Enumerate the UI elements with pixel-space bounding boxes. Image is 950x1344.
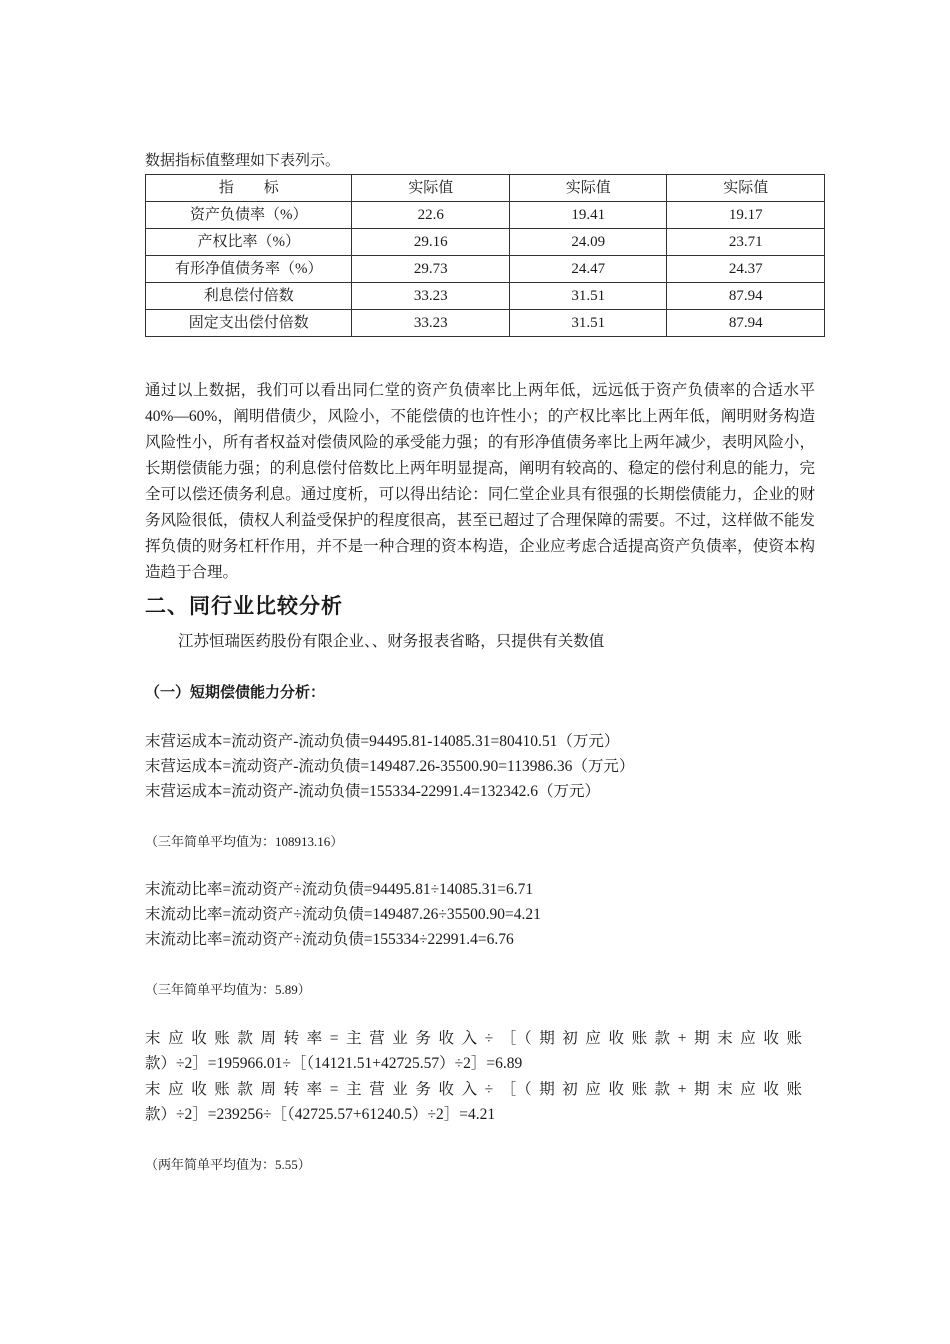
ar-turnover-line: 末应收账款周转率=主营业务收入÷［（期初应收账款+期末应收账 bbox=[145, 1081, 807, 1098]
ar-turnover-average: （两年简单平均值为：5.55） bbox=[145, 1157, 311, 1172]
current-ratio-line: 末流动比率=流动资产÷流动负债=94495.81÷14085.31=6.71 bbox=[145, 881, 534, 898]
row-value: 23.71 bbox=[667, 229, 825, 256]
row-value: 29.73 bbox=[352, 256, 510, 283]
subsection-heading: （一）短期偿债能力分析： bbox=[145, 683, 326, 701]
working-capital-line: 末营运成本=流动资产-流动负债=94495.81-14085.31=80410.51（万元） bbox=[145, 733, 620, 750]
row-value: 33.23 bbox=[352, 310, 510, 337]
current-ratio-average: （三年简单平均值为：5.89） bbox=[145, 982, 311, 997]
row-value: 24.09 bbox=[509, 229, 667, 256]
metrics-table bbox=[145, 174, 825, 337]
row-value: 87.94 bbox=[667, 310, 825, 337]
header-indicator: 指 标 bbox=[146, 175, 352, 202]
header-actual-1: 实际值 bbox=[352, 175, 510, 202]
row-label: 有形净值债务率（%） bbox=[146, 256, 352, 283]
row-label: 资产负债率（%） bbox=[146, 202, 352, 229]
row-value: 22.6 bbox=[352, 202, 510, 229]
table-intro: 数据指标值整理如下表列示。 bbox=[145, 153, 341, 169]
row-value: 29.16 bbox=[352, 229, 510, 256]
ar-turnover-line: 末应收账款周转率=主营业务收入÷［（期初应收账款+期末应收账 bbox=[145, 1030, 807, 1047]
header-actual-3: 实际值 bbox=[667, 175, 825, 202]
row-label: 固定支出偿付倍数 bbox=[146, 310, 352, 337]
table-row bbox=[146, 283, 825, 310]
table-row bbox=[146, 256, 825, 283]
row-value: 31.51 bbox=[509, 283, 667, 310]
working-capital-line: 末营运成本=流动资产-流动负债=155334-22991.4=132342.6（万元） bbox=[145, 783, 601, 800]
row-value: 19.41 bbox=[509, 202, 667, 229]
row-value: 24.37 bbox=[667, 256, 825, 283]
section-intro: 江苏恒瑞医药股份有限企业、、财务报表省略，只提供有关数值 bbox=[178, 633, 605, 650]
working-capital-line: 末营运成本=流动资产-流动负债=149487.26-35500.90=113986.36（万元） bbox=[145, 758, 635, 775]
working-capital-average: （三年简单平均值为：108913.16） bbox=[145, 834, 344, 849]
analysis-paragraph: 通过以上数据，我们可以看出同仁堂的资产负债率比上两年低，远远低于资产负债率的合适水平40%—60%，阐明借债少，风险小，不能偿债的也许性小；的产权比率比上两年低，阐明财务构造风险性小，所有者权益对偿债风险的承受能力强；的有形净值债务率比上两年减少，表明风险小，长期偿债能力强；的利息偿付倍数比上两年明显提高，阐明有较高的、稳定的偿付利息的能力，完全可以偿还债务利息。通过度析，可以得出结论：同仁堂企业具有很强的长期偿债能力，企业的财务风险很低，债权人利益受保护的程度很高，甚至已超过了合理保障的需要。不过，这样做不能发挥负债的财务杠杆作用，并不是一种合理的资本构造，企业应考虑合适提高资产负债率，使资本构造趋于合理。 bbox=[145, 382, 815, 581]
row-label: 利息偿付倍数 bbox=[146, 283, 352, 310]
row-value: 19.17 bbox=[667, 202, 825, 229]
header-actual-2: 实际值 bbox=[509, 175, 667, 202]
row-value: 33.23 bbox=[352, 283, 510, 310]
section-heading: 二、同行业比较分析 bbox=[145, 594, 343, 618]
table-row bbox=[146, 310, 825, 337]
ar-turnover-line: 款）÷2］=195966.01÷［（14121.51+42725.57）÷2］=6.89 bbox=[145, 1055, 523, 1072]
current-ratio-line: 末流动比率=流动资产÷流动负债=155334÷22991.4=6.76 bbox=[145, 931, 514, 948]
row-value: 87.94 bbox=[667, 283, 825, 310]
row-value: 24.47 bbox=[509, 256, 667, 283]
table-row bbox=[146, 202, 825, 229]
ar-turnover-line: 款）÷2］=239256÷［（42725.57+61240.5）÷2］=4.21 bbox=[145, 1106, 496, 1123]
table-header-row bbox=[146, 175, 825, 202]
current-ratio-line: 末流动比率=流动资产÷流动负债=149487.26÷35500.90=4.21 bbox=[145, 906, 541, 923]
row-value: 31.51 bbox=[509, 310, 667, 337]
table-row bbox=[146, 229, 825, 256]
row-label: 产权比率（%） bbox=[146, 229, 352, 256]
